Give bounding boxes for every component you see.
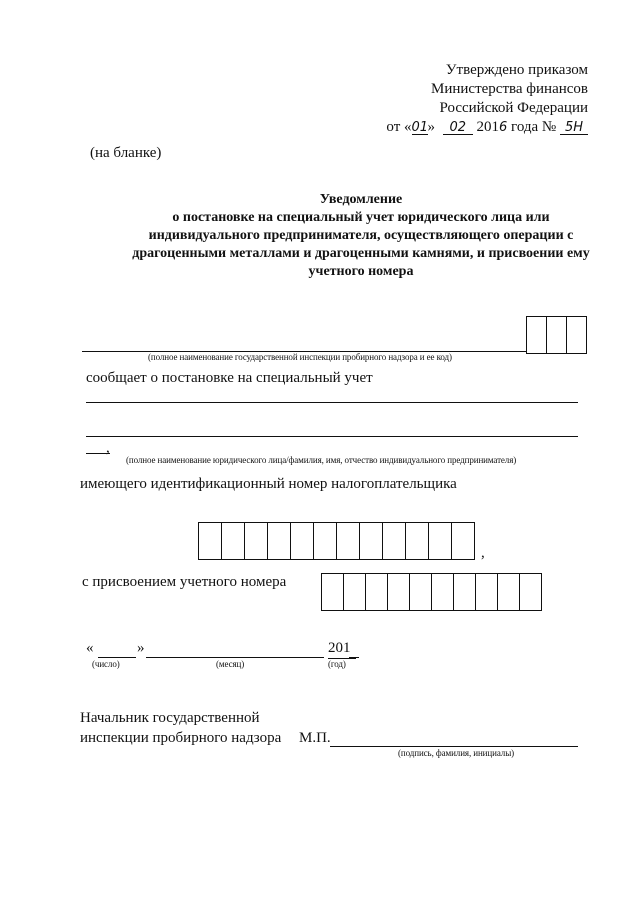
- inspection-caption: (полное наименование государственной инспекции пробирного надзора и ее код): [148, 352, 452, 362]
- date-close-quote: »: [137, 640, 145, 656]
- approval-date-prefix: от «: [386, 119, 412, 135]
- approval-line-1: Утверждено приказом: [445, 62, 588, 78]
- code-cell[interactable]: [527, 317, 547, 353]
- inn-cell[interactable]: [429, 523, 452, 559]
- approval-line-2: Министерства финансов: [431, 81, 588, 97]
- inn-cell[interactable]: [314, 523, 337, 559]
- signatory-position-line-2: инспекции пробирного надзора: [80, 730, 282, 746]
- document-title: Уведомление: [319, 192, 403, 207]
- inn-grid: [198, 522, 475, 560]
- approval-order-number: 5Н: [560, 122, 588, 135]
- approval-date-line: [386, 118, 588, 137]
- approval-date-year-prefix: 201: [476, 119, 500, 135]
- date-day-line[interactable]: [98, 657, 136, 658]
- registration-number-grid: [321, 573, 542, 611]
- registration-cell[interactable]: [388, 574, 410, 610]
- date-year-suffix-line[interactable]: [349, 657, 359, 658]
- approval-date-mid: года №: [507, 119, 557, 135]
- registration-cell[interactable]: [322, 574, 344, 610]
- registration-cell[interactable]: [366, 574, 388, 610]
- inn-cell[interactable]: [383, 523, 406, 559]
- inn-label: имеющего идентификационный номер налогоплательщика: [80, 476, 457, 492]
- reports-text: сообщает о постановке на специальный учет: [86, 370, 373, 386]
- registration-cell[interactable]: [498, 574, 520, 610]
- registration-cell[interactable]: [344, 574, 366, 610]
- registration-cell[interactable]: [520, 574, 541, 610]
- date-day-caption: (число): [92, 659, 120, 669]
- entity-name-line-1[interactable]: [86, 402, 578, 403]
- title-line-4: драгоценными металлами и драгоценными камнями, и присвоении ему: [132, 246, 590, 261]
- inn-cell[interactable]: [360, 523, 383, 559]
- blank-note: (на бланке): [90, 145, 162, 161]
- inn-cell[interactable]: [406, 523, 429, 559]
- inn-cell[interactable]: [337, 523, 360, 559]
- registration-cell[interactable]: [432, 574, 454, 610]
- registration-cell[interactable]: [476, 574, 498, 610]
- date-month-line[interactable]: [146, 657, 324, 658]
- inn-cell[interactable]: [452, 523, 474, 559]
- title-line-2: о постановке на специальный учет юридического лица или: [172, 210, 550, 225]
- approval-date-year-digit: 6: [499, 120, 508, 135]
- inn-cell[interactable]: [268, 523, 291, 559]
- signature-caption: (подпись, фамилия, инициалы): [398, 748, 515, 758]
- stamp-label: М.П.: [299, 730, 331, 746]
- inn-cell[interactable]: [199, 523, 222, 559]
- inn-cell[interactable]: [222, 523, 245, 559]
- date-month-caption: (месяц): [216, 659, 245, 669]
- approval-line-3: Российской Федерации: [439, 100, 588, 116]
- approval-date-day: 01: [411, 120, 429, 135]
- inn-cell[interactable]: [245, 523, 268, 559]
- approval-date-month: 02: [443, 122, 473, 135]
- inspection-code-grid: [526, 316, 587, 354]
- signatory-position-line-1: Начальник государственной: [80, 710, 260, 726]
- entity-name-line-2[interactable]: [86, 436, 578, 437]
- date-year-prefix: 201: [328, 640, 351, 656]
- title-line-5: учетного номера: [308, 264, 414, 279]
- signature-line[interactable]: [330, 746, 578, 747]
- title-line-3: индивидуального предпринимателя, осуществляющего операции с: [148, 228, 574, 243]
- date-open-quote: «: [86, 640, 94, 656]
- inn-comma: ,: [481, 545, 485, 561]
- registration-cell[interactable]: [410, 574, 432, 610]
- registration-label: с присвоением учетного номера: [82, 574, 287, 590]
- code-cell[interactable]: [567, 317, 586, 353]
- inn-cell[interactable]: [291, 523, 314, 559]
- entity-comma: ,: [106, 440, 110, 456]
- entity-caption: (полное наименование юридического лица/фамилия, имя, отчество индивидуального предпринимателя): [126, 455, 517, 465]
- registration-cell[interactable]: [454, 574, 476, 610]
- date-year-caption: (год): [328, 659, 346, 669]
- approval-date-sep: »: [427, 119, 436, 135]
- code-cell[interactable]: [547, 317, 567, 353]
